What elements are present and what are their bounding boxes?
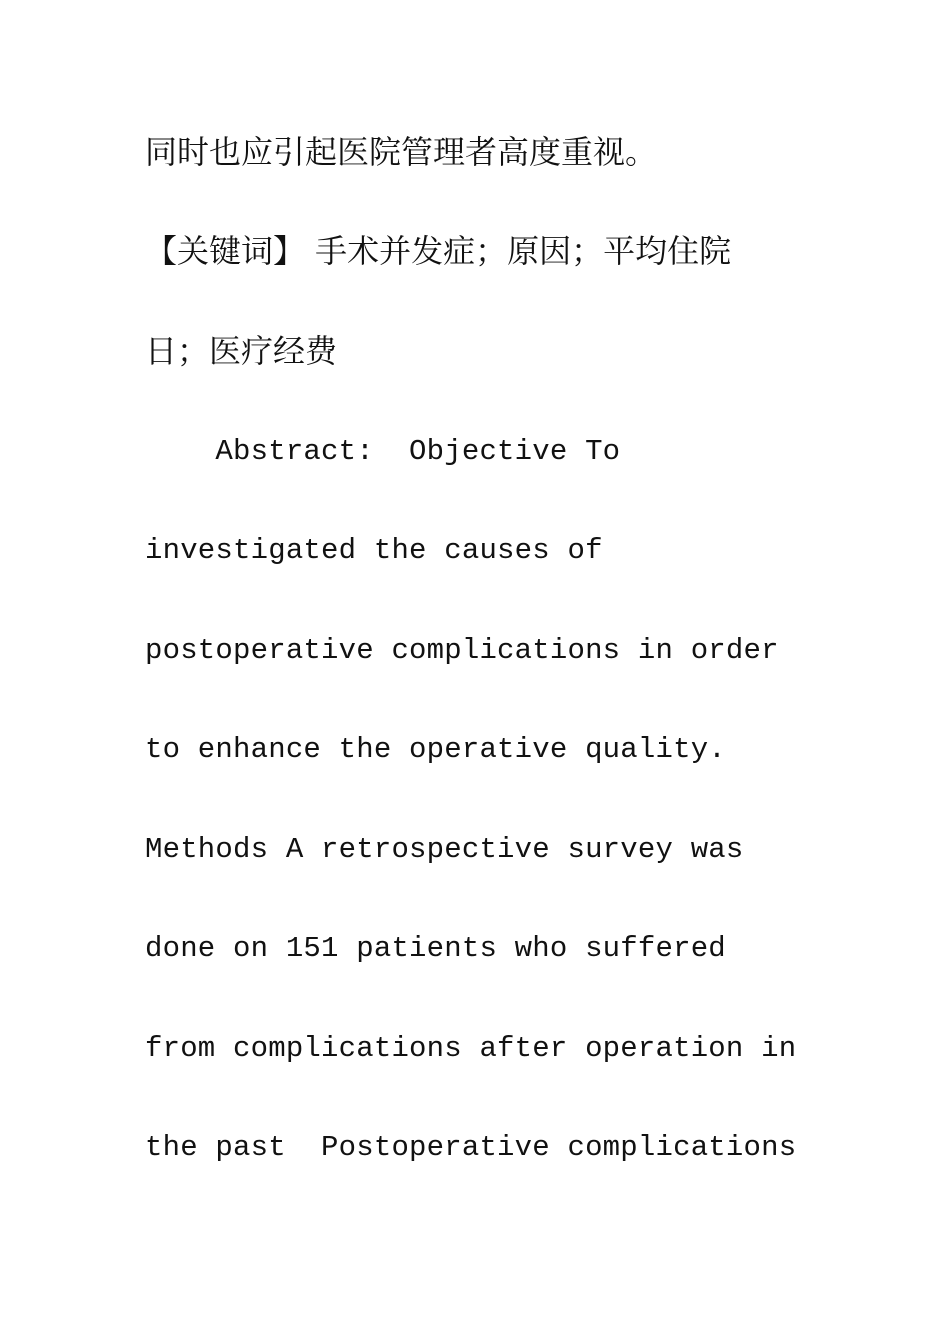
text-line-conclusion-end: 同时也应引起医院管理者高度重视。	[145, 133, 658, 171]
text-line-abstract: from complications after operation in	[145, 1032, 797, 1065]
text-line-abstract: investigated the causes of	[145, 534, 603, 567]
text-line-abstract: postoperative complications in order	[145, 634, 779, 667]
text-line-keywords-continued: 日；医疗经费	[145, 332, 338, 370]
text-line-abstract-start: Abstract: Objective To	[145, 435, 621, 468]
text-line-abstract: Methods A retrospective survey was	[145, 833, 744, 866]
text-line-abstract: to enhance the operative quality.	[145, 733, 726, 766]
text-line-keywords: 【关键词】 手术并发症；原因；平均住院	[145, 232, 732, 270]
text-line-abstract: done on 151 patients who suffered	[145, 932, 726, 965]
text-line-abstract: the past Postoperative complications	[145, 1131, 797, 1164]
